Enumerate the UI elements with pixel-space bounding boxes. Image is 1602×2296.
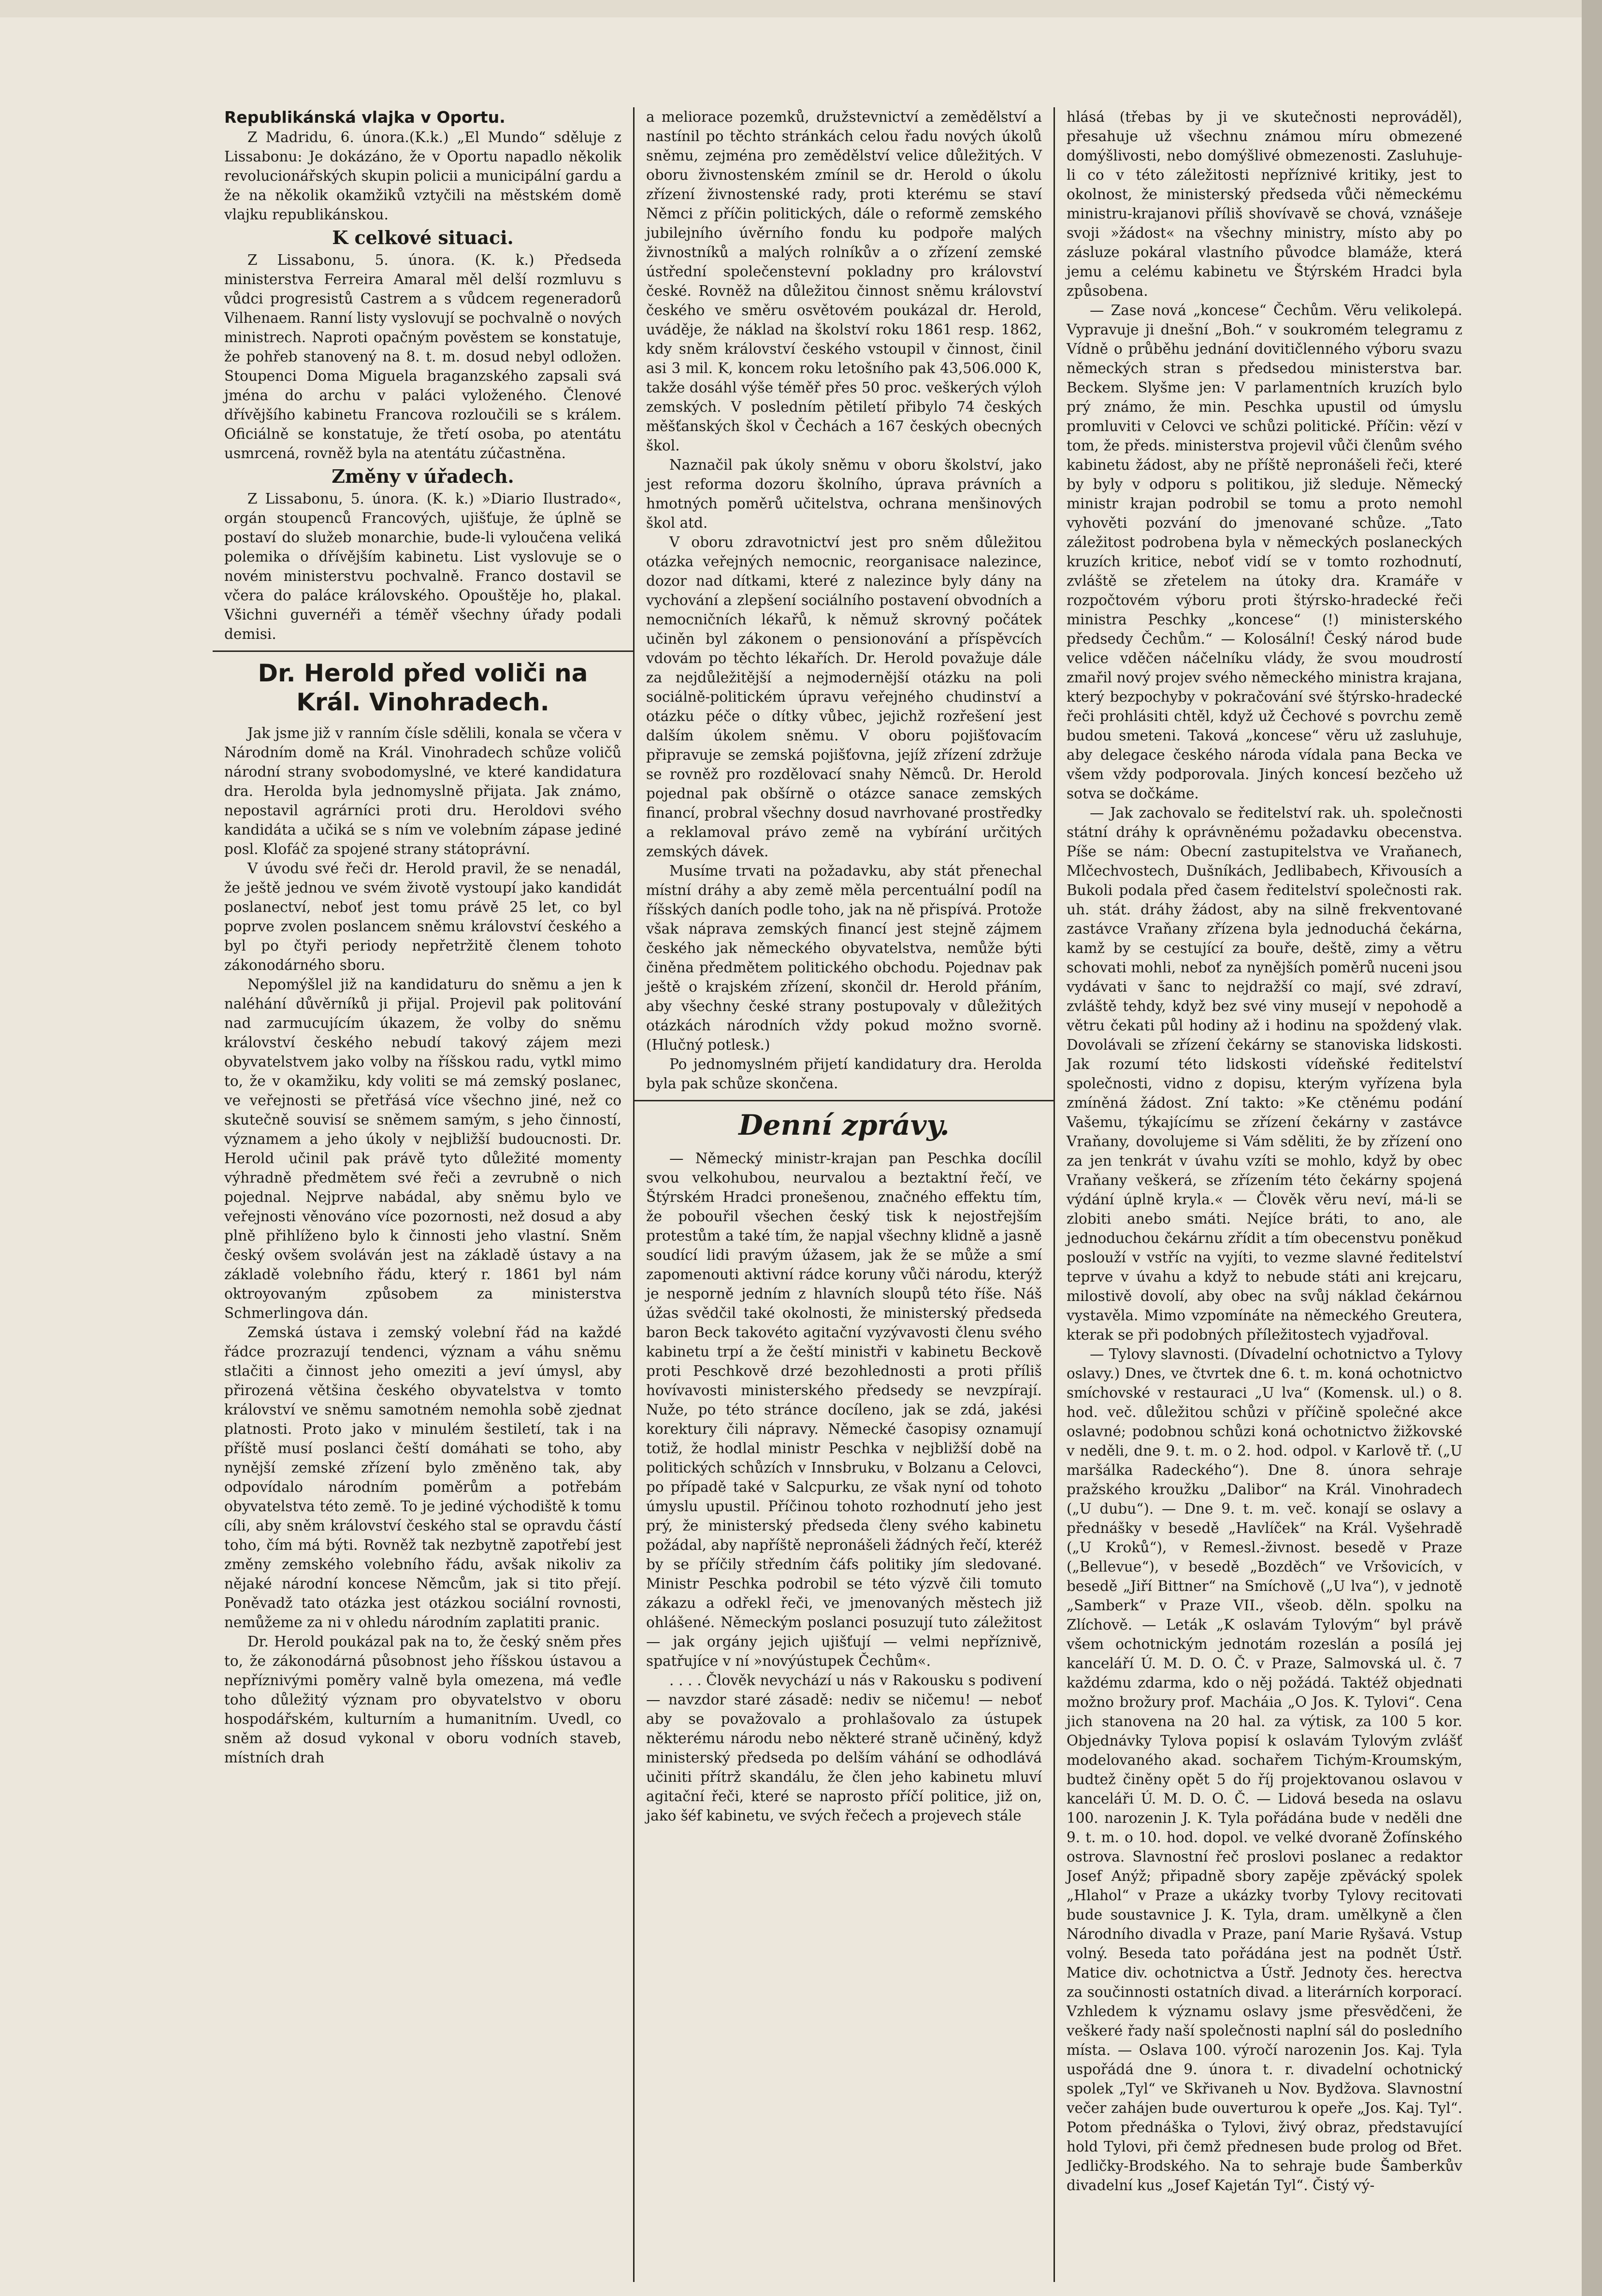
article-paragraph: — Německý ministr-krajan pan Peschka docílil svou velkohubou, neurvalou a beztaktní řečí, ve Štýrském Hradci pronešenou, značného effektu tím, že pobouřil všechen český tisk k nejostřejším protestům a také tím, že napjal všechny klidně a jasně soudící lidi pravým úžasem, jak že se může a smí zapomenouti aktivní rádce koruny vůči národu, kterýž je nesporně jedním z hlavních sloupů této říše. Náš úžas svědčil také okolnosti, že ministerský předseda baron Beck takovéto agitační vyzývavosti členu svého kabinetu trpí a že čeští ministři v kabinetu Beckově proti Peschkově drzé bezohlednosti a proti příliš hovívavosti ministerského předsedy se nevzpírají. Nuže, po této stránce docíleno, jak se zdá, jakési korektury čili nápravy. Německé časopisy oznamují totiž, že hodlal ministr Peschka v nejbližší době na politických schůzích v Innsbruku, v Bolzanu a Celovci, po případě také v Salcpurku, ze však nyní od tohoto úmyslu upustil. Příčinou tohoto rozhodnutí jeho jest prý, že ministerský předseda členy svého kabinetu požádal, aby napříště nepronášeli žádných řečí, kteréž by se příčily středním čáfs politiky jím sledované. Ministr Peschka podrobil se této výzvě čili tomuto zákazu a odřekl řeči, ve jmenovaných městech již ohlášené. Německým poslanci posuzují tuto záležitost — jak orgány jejich ujišťují — velmi nepříznivě, spatřujíce v ní »novýústupek Čechům«. (646, 1150, 1042, 1669)
column-3 (1054, 107, 1474, 2282)
column-divider-rule (213, 650, 633, 652)
article-paragraph: Zemská ústava i zemský volební řád na každé řádce prozrazují tendenci, význam a váhu sněmu stlačiti a činnost jeho omeziti a jeví úmysl, aby přirozená většina českého obyvatelstva v tomto království ve sněmu samotném nemohla sobě zjednat platnosti. Proto jako v minulém šestiletí, tak i na příště musí poslanci čeští domáhati se toho, aby nynější zemské zřízení bylo změněno tak, aby odpovídalo národním poměrům a potřebám obyvatelstva této země. To je jediné východiště k tomu cíli, aby sněm království českého stal se opravdu částí toho, čím má býti. Rovněž tak nezbytně zapotřebí jest změny zemského volebního řádu, avšak nikoliv za nějaké národní koncese Němcům, jak si tito přejí. Poněvadž tato otázka jest otázkou sociální rovnosti, nemůžeme za ni v ohledu národním zaplatiti pranic. (224, 1324, 621, 1631)
article-paragraph: Musíme trvati na požadavku, aby stát přenechal místní dráhy a aby země měla percentuální podíl na říšských daních podle toho, jak na ně přispívá. Protože však náprava zemských financí jest stejně zájmem českého jak německého obyvatelstva, nemůže býti činěna předmětem politického obchodu. Pojednav pak ještě o krajském zřízení, skončil dr. Herold přáním, aby všechny české strany postupovaly v důležitých otázkách národních vždy pokud možno svorně. (Hlučný potlesk.) (646, 863, 1042, 1053)
article-paragraph: Z Madridu, 6. února.(K.k.) „El Mundo“ sděluje z Lissabonu: Je dokázáno, že v Oportu napadlo několik revolucionářských skupin policii a municipální gardu a že na několik okamžiků vztyčili na městském domě vlajku republikánskou. (224, 129, 621, 223)
section-title: Denní zprávy. (738, 1109, 950, 1141)
column-1 (213, 107, 633, 2282)
article-paragraph: — Zase nová „koncese“ Čechům. Věru velikolepá. Vypravuje ji dnešní „Boh.“ v soukromém telegramu z Vídně o průběhu jednání dovitičlenného výboru svazu německých stran s předsedou ministerstva bar. Beckem. Slyšme jen: V parlamentních kruzích bylo prý známo, že min. Peschka upustil od úmyslu promluviti v Celovci ve schůzi politické. Příčin: vězí v tom, že předs. ministerstva projevil vůči členům svého kabinetu žádost, aby ne příště nepronášeli řeči, které by byly v odporu s politikou, již sleduje. Německý ministr krajan podrobil se tomu a proto nemohl vyhověti pozvání do jmenované schůze. „Tato záležitost podrobena byla v německých poslaneckých kruzích kritice, neboť vidí se v tomto rozhodnutí, zvláště se zřetelem na útoky dra. Kramáře v rozpočtovém výboru proti štýrsko-hradecké řeči ministra Peschky „koncese“ (!) ministerského předsedy Čechům.“ — Kolosální! Český národ bude velice vděčen náčelníku vlády, že svou moudrostí zmařil nový projev svého německého ministra krajana, který bezpochyby v pokračování své štýrsko-hradecké řeči prohlásiti chtěl, když už Čechové s povrchu země budou smeteni. Taková „koncese“ věru už zasluhuje, aby delegace českého národa vídala pana Becka ve všem vždy podporovala. Jiných koncesí bezčeho už sotva se dočkáme. (1067, 302, 1462, 802)
article-paragraph: V oboru zdravotnictví jest pro sněm důležitou otázka veřejných nemocnic, reorganisace nalezince, dozor nad dítkami, které z nalezince byly dány na vychování a zlepšení sociálního postavení obvodních a nemocničních lékařů, k němuž skrovný počátek učiněn byl zákonem o pensionování a příspěvcích vdovám po těchto lékařích. Dr. Herold považuje dále za nejdůležitější a nejmodernější otázku na poli sociálně-politickém úpravu veřejného chudinství a otázku péče o dítky vůbec, jejichž rozřešení jest dalším úkolem sněmu. V oboru pojišťovacím připravuje se zemská pojišťovna, jejíž zřízení zdržuje se rovněž pro rozdělovací snahy Němců. Dr. Herold pojednal pak obšírně o otázce sanace zemských financí, probral všechny dosud navrhované prostředky a reklamoval právo země na vybírání určitých zemských dávek. (646, 534, 1042, 860)
article-paragraph: Jak jsme již v ranním čísle sdělili, konala se včera v Národním domě na Král. Vinohradech schůze voličů národní strany svobodomyslné, ve které kandidatura dra. Herolda byla jednomyslně přijata. Jak známo, nepostavil agrárníci proti dru. Heroldovi svého kandidáta a učiká se s ním ve volebním zápase jediné posl. Klofáč za spojené strany státoprávní. (224, 725, 621, 857)
article-paragraph: . . . . Člověk nevychází u nás v Rakousku s podivení — navzdor staré zásadě: nediv se ničemu! — neboť aby se považovalo a prohlašovalo za ústupek některému národu nebo některé straně učiněný, když ministerský předseda po delším váhání se odhodlává učiniti přítrž skandálu, že člen jeho kabinetu mluví agitační řeči, které se naprosto příčí politice, již on, jako šéf kabinetu, ve svých řečech a projevech stále (646, 1672, 1042, 1824)
article-headline: Republikánská vlajka v Oportu. (224, 108, 505, 127)
article-paragraph: Nepomýšlel již na kandidaturu do sněmu a jen k naléhání důvěrníků ji přijal. Projevil pak politování nad zarmucujícím úkazem, že volby do sněmu království českého nebudí takový zájem mezi obyvatelstvem jako volby na říšskou radu, vytkl mimo to, že v okamžiku, kdy voliti se má zemský poslanec, ve veřejnosti se přetřásá více všechno jiné, než co skutečně souvisí se sněmem samým, s jeho činností, významem a jeho úkoly v nejbližší budoucnosti. Dr. Herold učinil pak právě tyto důležité momenty výhradně předmětem své řeči a zevrubně o nich pojednal. Nejprve nabádal, aby sněmu bylo ve veřejnosti věnováno více pozornosti, než dosud a aby plně přihlíženo bylo k činnosti jeho vlastní. Sněm český ovšem svoláván jest na základě ústavy a na základě volebního řádu, který r. 1861 byl nám oktroyovaným způsobem za ministerstva Schmerlingova dán. (224, 976, 621, 1321)
column-2 (633, 107, 1054, 2282)
article-paragraph: Dr. Herold poukázal pak na to, že český sněm přes to, že zákonodárná působnost jeho říšskou ústavou a nepříznivými poměry valně byla omezena, má veđle toho důležitý význam pro obyvatelstvo v oboru hospodářském, kulturním a humanitním. Uvedl, co sněm až dosud vykonal v oboru vodních staveb, místních drah (224, 1633, 621, 1766)
newspaper-page (213, 107, 1474, 2282)
column-divider-rule (635, 1100, 1054, 1101)
article-paragraph: Z Lissabonu, 5. února. (K. k.) »Diario Ilustrado«, orgán stoupenců Francových, ujišťuje, že úplně se postaví do služeb monarchie, bude-li vyloučena veliká polemika o dřívějším kabinetu. List vyslovuje se o novém ministerstvu pochvalně. Franco dostavil se včera do paláce královského. Opouštěje ho, plakal. Všichni guvernéři a téměř všechny úřady podali demisi. (224, 491, 621, 642)
article-paragraph: — Jak zachovalo se ředitelství rak. uh. společnosti státní dráhy k oprávněnému požadavku obecenstva. Píše se nám: Obecní zastupitelstva ve Vraňanech, Mlčechvostech, Dušníkách, Jedlibabech, Křivousích a Bukoli podala před časem ředitelství společnosti rak. uh. stát. dráhy žádost, aby na silně frekventované zastávce Vraňany zřízena byla jednoduchá čekárna, kamž by se cestující za bouře, deště, zimy a větru schovati mohli, neboť za nynějších poměrů nuceni jsou vydávati v šanc to nejdražší co mají, své zdraví, zvláště tehdy, když bez své viny musejí v nepohodě a větru čekati půl hodiny až i hodinu na spoždený vlak. Dovolávali se zřízení čekárny se stanoviska lidskosti. Jak rozumí této lidskosti vídeňské ředitelství společnosti, vidno z dopisu, kterým vyřízena byla zmíněná žádost. Zní takto: »Ke ctěnému podání Vašemu, týkajícímu se zřízení čekárny v zastávce Vraňany, dovolujeme si Vám sděliti, že by zřízení ono za jen tenkrát v úvahu vzíti se mohlo, když by obec Vraňany veškerá, se zřízením této čekárny spojená výdání úplně kryla.« — Člověk věru neví, má-li se zlobiti anebo smáti. Nejíce bráti, to ano, ale jednoduchou čekárnu zřídit a tím obecenstvu poněkud poslouží v vstříc na vyjíti, to vezme slavné ředitelství teprve v úvahu a když to nebude státi ani krejcaru, milostivě dovolí, aby obec na svůj náklad čekárnou vystavěla. Mimo vzpomínáte na německého Greutera, kterak se při podobných příležitostech vyjadřoval. (1067, 805, 1462, 1343)
article-paragraph: a meliorace pozemků, družstevnictví a zemědělství a nastínil po těchto stránkách celou řadu nových úkolů sněmu, zejména pro zemědělství velice důležitých. V oboru živnostenském zmínil se dr. Herold o úkolu zřízení živnostenské rady, proti kterému se staví Němci z příčin politických, dále o reformě zemského jubilejního úvěrního fondu ku podpoře malých živnostníků a malých rolníkův a o zřízení zemské ústřední společenstevní pokladny pro království české. Rovněž na důležitou činnost sněmu království českého ve směru osvětovém poukázal dr. Herold, uváděje, že náklad na školství roku 1861 resp. 1862, kdy sněm království českého vstoupil v činnost, činil asi 3 mil. K, koncem roku letošního pak 43,506.000 K, takže dosáhl výše téměř přes 50 proc. veškerých výloh zemských. V posledním pětiletí přibylo 74 českých měšťanských škol v Čechách a 167 českých obecných škol. (646, 109, 1042, 454)
article-paragraph: hlásá (třebas by ji ve skutečnosti neprováděl), přesahuje už všechnu známou míru obmezené domýšlivosti, nebo domýšlivé obmezenosti. Zasluhuje-li co v této záležitosti nepříznivé kritiky, jest to okolnost, že ministerský předseda vůči německému ministru-krajanovi příliš shovívavě se chová, vznášeje svoji »žádost« na všechny ministry, místo aby po zásluze pokáral vlastního původce blamáže, která jemu a celému kabinetu ve Štýrském Hradci byla způsobena. (1067, 109, 1462, 299)
article-subheading: K celkové situaci. (332, 227, 514, 248)
scan-right-edge (1582, 0, 1602, 2296)
article-paragraph: V úvodu své řeči dr. Herold pravil, že se nenadál, že ještě jednou ve svém životě vystoupí jako kandidát poslanectví, neboť jest tomu právě 25 let, co byl poprve zvolen poslancem sněmu království českého a byl po čtyři periody nepřetržitě členem tohoto zákonodárného sboru. (224, 860, 621, 973)
scan-top-edge (0, 0, 1602, 17)
article-paragraph: — Tylovy slavnosti. (Dívadelní ochotnictvo a Tylovy oslavy.) Dnes, ve čtvrtek dne 6. t. m. koná ochotnictvo smíchovské v restauraci „U lva“ (Komensk. ul.) o 8. hod. več. důležitou schůzi v příčině společné akce oslavné; podobnou schůzi koná ochotnictvo žižkovské v neděli, dne 9. t. m. o 2. hod. odpol. v Karlově tř. („U maršálka Radeckého“). Dne 8. února sehraje pražského kroužku „Dalibor“ na Král. Vinohradech („U dubu“). — Dne 9. t. m. več. konají se oslavy a přednášky v besedě „Havlíček“ na Král. Vyšehradě („U Kroků“), v Remesl.-živnost. besedě v Praze („Bellevue“), v besedě „Bozděch“ ve Vršovicích, v besedě „Jiří Bittner“ na Smíchově („U lva“), v jednotě „Samberk“ v Praze VII., všeob. děln. spolku na Zlíchově. — Leták „K oslavám Tylovým“ byl právě všem ochotnickým jednotám rozeslán a posílá jej kanceláří Ú. M. D. O. Č. v Praze, Salmovská ul. č. 7 každému zdarma, kdo o něj požádá. Taktéž objednati možno brožury prof. Macháia „O Jos. K. Tylovi“. Cena jich stanovena na 20 hal. za výtisk, za 100 5 kor. Objednávky Tylova popisí k oslavám Tylovým zvlášť modelovaného akad. sochařem Tichým-Kroumským, budtež činěny opět 5 do říj projektovanou oslavou v kanceláři Ú. M. D. O. Č. — Lidová beseda na oslavu 100. narozenin J. K. Tyla pořádána bude v neděli dne 9. t. m. o 10. hod. dopol. ve velké dvoraně Žofínského ostrova. Slavnostní řeč proslovi poslanec a redaktor Josef Anýž; připadně sbory zapěje zpěvácký spolek „Hlahol“ v Praze a ukázky tvorby Tylovy recitovati bude soustavnice J. K. Tyla, dram. umělkyně a člen Národního divadla v Praze, paní Marie Ryšavá. Vstup volný. Beseda tato pořádána jest na podnět Ústř. Matice div. ochotnictva a Ústř. Jednoty čes. herectva za součinnosti ostatních divad. a literárních korporací. Vzhledem k významu oslavy jsme přesvědčeni, že veškeré řady naší společnosti naplní sál do posledního místa. — Oslava 100. výročí narozenin Jos. Kaj. Tyla uspořádá dne 9. února t. r. divadelní ochotnický spolek „Tyl“ ve Skřivaneh u Nov. Bydžova. Slavnostní večer zahájen bude ouverturou k opeře „Jos. Kaj. Tyl“. Potom přednáška o Tylovi, živý obraz, představující hold Tylovi, při čemž přednesen bude prolog od Břet. Jedličky-Brodského. Na to sehraje bude Šamberkův divadelní kus „Josef Kajetán Tyl“. Čistý vý- (1067, 1346, 1462, 2194)
article-subheading: Změny v úřadech. (332, 465, 514, 487)
article-paragraph: Po jednomyslném přijetí kandidatury dra. Herolda byla pak schůze skončena. (646, 1056, 1042, 1092)
article-paragraph: Naznačil pak úkoly sněmu v oboru školství, jako jest reforma dozoru školního, úprava právních a hmotných poměrů učitelstva, ochrana menšinových škol atd. (646, 457, 1042, 531)
article-paragraph: Z Lissabonu, 5. února. (K. k.) Předseda ministerstva Ferreira Amaral měl delší rozmluvu s vůdci progresistů Castrem a s vůdcem regeneradorů Vilhenaem. Ranní listy vyslovují se pochvalně o nových ministrech. Naproti opačným pověstem se konstatuje, že pohřeb stanovený na 8. t. m. dosud nebyl odložen. Stoupenci Doma Miguela braganzského zapsali svá jména do archu v paláci vyloženého. Členové dřívějšího kabinetu Francova rozloučili se s králem. Oficiálně se konstatuje, že třetí osoba, po atentátu usmrcená, rovněž byla na atentátu zúčastněna. (224, 252, 621, 462)
article-title: Dr. Herold před voliči na Král. Vinohradech. (258, 659, 588, 716)
